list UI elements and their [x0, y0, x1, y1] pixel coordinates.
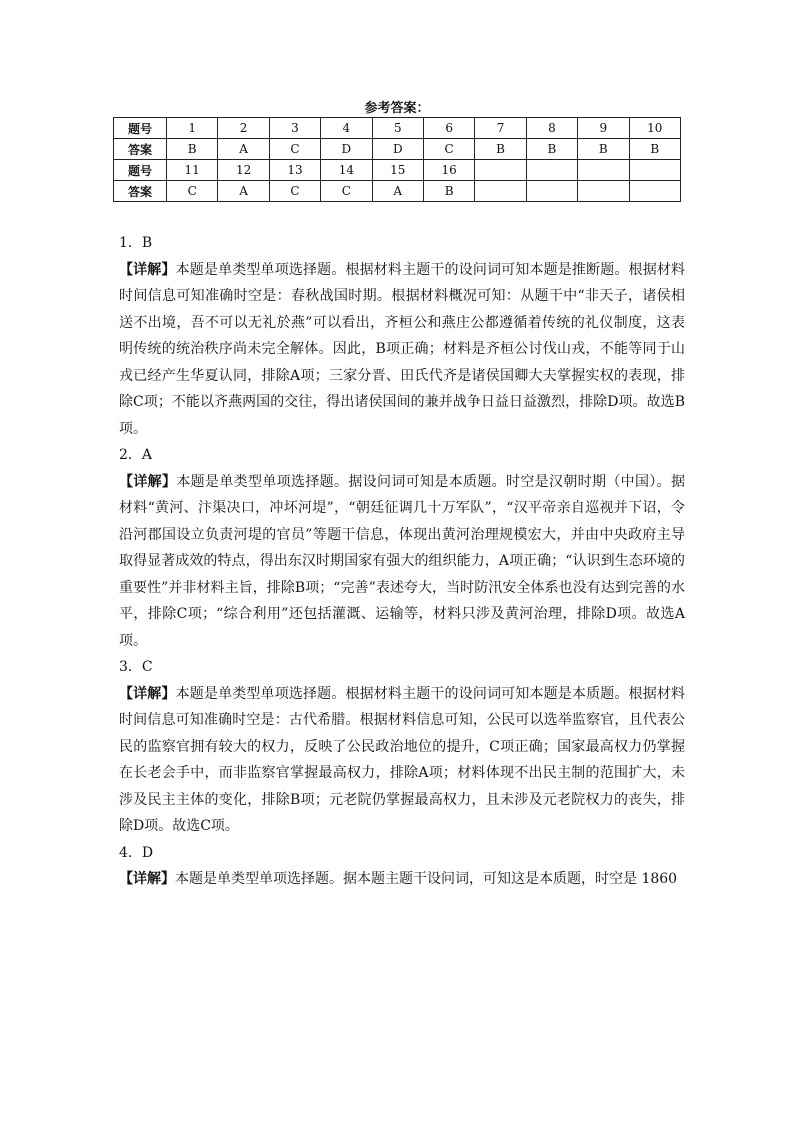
item-explanation	[119, 866, 685, 893]
table-cell: 1	[167, 118, 218, 139]
detail-label: 【详解】	[119, 871, 175, 887]
page-title: 参考答案：	[364, 101, 430, 116]
table-cell: 5	[372, 118, 423, 139]
table-cell: 15	[372, 160, 423, 181]
table-cell: B	[526, 139, 577, 160]
table-cell	[578, 160, 629, 181]
table-cell: 2	[218, 118, 269, 139]
table-cell: C	[269, 139, 320, 160]
table-cell: 6	[423, 118, 474, 139]
table-cell: 4	[321, 118, 372, 139]
table-cell	[475, 160, 526, 181]
table-row	[114, 160, 681, 181]
detail-label: 【详解】	[119, 261, 176, 278]
table-cell: 3	[269, 118, 320, 139]
table-cell	[578, 181, 629, 202]
item-number: 4．D	[119, 844, 154, 861]
table-cell: A	[218, 181, 269, 202]
table-cell: C	[167, 181, 218, 202]
table-cell: C	[269, 181, 320, 202]
table-cell: D	[321, 139, 372, 160]
explanation-text: 本题是单类型单项选择题。根据材料主题干的设问词可知本题是推断题。根据材料时间信息可知准确时空是：春秋战国时期。根据材料概况可知：从题干中“非天子，诸侯相送不出境，吾不可以无礼於燕”可以看出，齐桓公和燕庄公都遵循着传统的礼仪制度，这表明传统的统治秩序尚未完全解体。因此，B项正确；材料是齐桓公讨伐山戎，不能等同于山戎已经产生华夏认同，排除A项；三家分晋、田氏代齐是诸侯国卿大夫掌握实权的表现，排除C项；不能以齐燕两国的交往，得出诸侯国间的兼并战争日益日益激烈，排除D项。故选B项。	[119, 261, 686, 437]
table-cell: 10	[629, 118, 680, 139]
item-explanation	[119, 681, 685, 840]
table-cell: 13	[269, 160, 320, 181]
table-cell: 14	[321, 160, 372, 181]
table-cell: 7	[475, 118, 526, 139]
explanations	[119, 230, 685, 893]
row-header: 题号	[114, 118, 167, 139]
table-cell: 11	[167, 160, 218, 181]
item-number: 3．C	[119, 659, 153, 675]
table-cell: B	[629, 139, 680, 160]
table-cell: A	[372, 181, 423, 202]
table-cell: A	[218, 139, 269, 160]
table-cell: 8	[526, 118, 577, 139]
explanation-text: 本题是单类型单项选择题。根据材料主题干的设问词可知本题是本质题。根据材料时间信息可知准确时空是：古代希腊。根据材料信息可知，公民可以选举监察官，且代表公民的监察官拥有较大的权力，反映了公民政治地位的提升，C项正确；国家最高权力仍掌握在长老会手中，而非监察官掌握最高权力，排除A项；材料体现不出民主制的范围扩大，未涉及民主主体的变化，排除B项；元老院仍掌握最高权力，且未涉及元老院权力的丧失，排除D项。故选C项。	[119, 685, 686, 834]
table-cell: C	[423, 139, 474, 160]
detail-label: 【详解】	[119, 685, 176, 702]
row-header: 答案	[114, 139, 167, 160]
detail-label: 【详解】	[119, 473, 177, 490]
table-cell: B	[578, 139, 629, 160]
explanation-text: 本题是单类型单项选择题。据设问词可知是本质题。时空是汉朝时期（中国）。据材料“黄河、汴渠决口，冲坏河堤”，“朝廷征调几十万军队”，“汉平帝亲自巡视并下诏，令沿河郡国设立负责河堤的官员”等题干信息，体现出黄河治理规模宏大，并由中央政府主导取得显著成效的特点，得出东汉时期国家有强大的组织能力，A项正确；“认识到生态环境的重要性”并非材料主旨，排除B项；“完善”表述夸大，当时防汛安全体系也没有达到完善的水平，排除C项；“综合利用”还包括灌溉、运输等，材料只涉及黄河治理，排除D项。故选A项。	[119, 473, 686, 649]
table-cell	[526, 160, 577, 181]
table-cell: C	[321, 181, 372, 202]
table-cell: B	[475, 139, 526, 160]
row-header: 答案	[114, 181, 167, 202]
table-cell	[629, 160, 680, 181]
row-header: 题号	[114, 160, 167, 181]
table-cell: B	[167, 139, 218, 160]
table-cell: 12	[218, 160, 269, 181]
item-number: 1．B	[119, 235, 153, 251]
item-number: 2．A	[119, 447, 153, 463]
table-cell: 16	[423, 160, 474, 181]
item-explanation	[119, 469, 685, 655]
item-explanation	[119, 257, 685, 443]
answer-table	[113, 117, 681, 202]
table-cell: B	[423, 181, 474, 202]
table-cell	[475, 181, 526, 202]
table-cell	[526, 181, 577, 202]
table-cell: D	[372, 139, 423, 160]
explanation-text: 本题是单类型单项选择题。据本题主题干设问词，可知这是本质题，时空是 1860	[175, 871, 678, 887]
table-row	[114, 139, 681, 160]
table-row	[114, 118, 681, 139]
table-cell: 9	[578, 118, 629, 139]
table-row	[114, 181, 681, 202]
table-cell	[629, 181, 680, 202]
